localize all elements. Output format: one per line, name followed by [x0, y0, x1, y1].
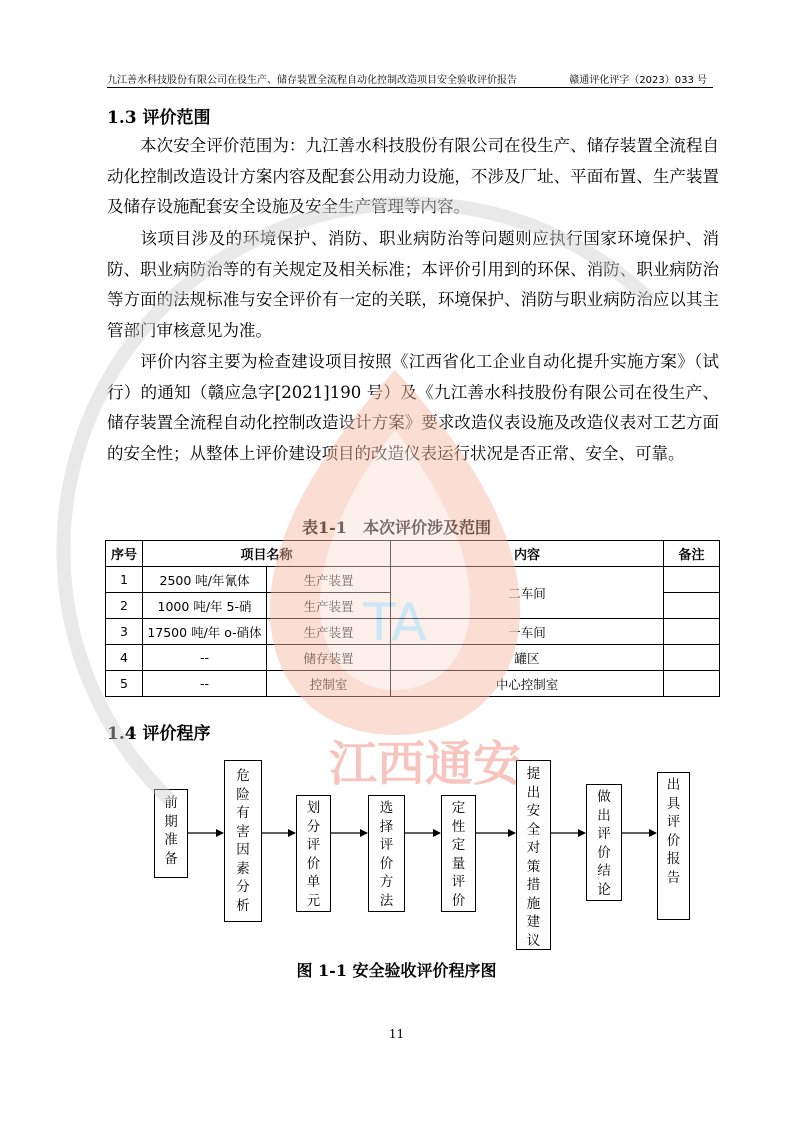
cell-product: 2500 吨/年氰体: [143, 567, 267, 593]
figure-caption: 图 1-1 安全验收评价程序图: [296, 961, 497, 980]
cell-content: 一车间: [391, 619, 664, 645]
header-project-name: 项目名称: [143, 541, 391, 567]
cell-product: --: [143, 645, 267, 671]
cell-no: 1: [106, 567, 143, 593]
paragraph-text: 该项目涉及的环境保护、消防、职业病防治等问题则应执行国家环境保护、消防、职业病防治等的有关规定及相关标准；本评价引用到的环保、消防、职业病防治等方面的法规标准与安全评价有一定的关联，环境保护、消防与职业病防治应以其主管部门审核意见为准。: [107, 229, 719, 340]
watermark-text: 江西通安: [328, 736, 522, 792]
page-number: 11: [388, 1027, 405, 1041]
header-content: 内容: [391, 541, 664, 567]
header-remark: 备注: [664, 541, 720, 567]
paragraph-text: 评价内容主要为检查建设项目按照《江西省化工企业自动化提升实施方案》（试行）的通知（赣应急字[2021]190 号）及《九江善水科技股份有限公司在役生产、储存装置全流程自动化控制改造设计方案》要求改造仪表设施及改造仪表对工艺方面的安全性；从整体上评价建设项目的改造仪表运行状况是否正常、安全、可靠。: [107, 352, 719, 463]
header-no: 序号: [106, 541, 143, 567]
cell-no: 3: [106, 619, 143, 645]
header-report-title: 九江善水科技股份有限公司在役生产、储存装置全流程自动化控制改造项目安全验收评价报告: [107, 75, 517, 86]
flow-step-evaluation: 定性定量评价: [441, 795, 476, 912]
header-report-number: 赣通评化评字（2023）033 号: [569, 75, 707, 86]
cell-content-merged: 二车间: [391, 567, 664, 619]
cell-product: 1000 吨/年 5-硝: [143, 593, 267, 619]
watermark-logo-letters: TA: [363, 593, 427, 653]
cell-no: 5: [106, 671, 143, 697]
cell-no: 2: [106, 593, 143, 619]
cell-content: 罐区: [391, 645, 664, 671]
section-title-1-4: 1.4 评价程序: [107, 724, 211, 744]
flow-step-conclusion: 做出评价结论: [586, 784, 622, 901]
cell-unit: 生产装置: [267, 567, 391, 593]
cell-unit: 生产装置: [267, 619, 391, 645]
cell-no: 4: [106, 645, 143, 671]
paragraph-text: 本次安全评价范围为：九江善水科技股份有限公司在役生产、储存装置全流程自动化控制改造设计方案内容及配套公用动力设施，不涉及厂址、平面布置、生产装置及储存设施配套安全设施及安全生产管理等内容。: [107, 136, 719, 216]
cell-unit: 生产装置: [267, 593, 391, 619]
cell-unit: 储存装置: [267, 645, 391, 671]
section-title-1-3: 1.3 评价范围: [107, 108, 211, 128]
flow-step-select-methods: 选择评价方法: [368, 795, 405, 912]
flow-step-hazard-analysis: 危险有害因素分析: [224, 760, 262, 922]
cell-product: 17500 吨/年 o-硝体: [143, 619, 267, 645]
cell-content: 中心控制室: [391, 671, 664, 697]
flow-step-divide-units: 划分评价单元: [296, 795, 331, 912]
cell-product: --: [143, 671, 267, 697]
flow-step-countermeasures: 提出安全对策措施建议: [516, 760, 551, 950]
flow-step-report: 出具评价报告: [657, 772, 690, 920]
cell-unit: 控制室: [267, 671, 391, 697]
flow-step-prep: 前期准备: [154, 789, 188, 878]
table-caption: 表1-1 本次评价涉及范围: [302, 518, 491, 537]
